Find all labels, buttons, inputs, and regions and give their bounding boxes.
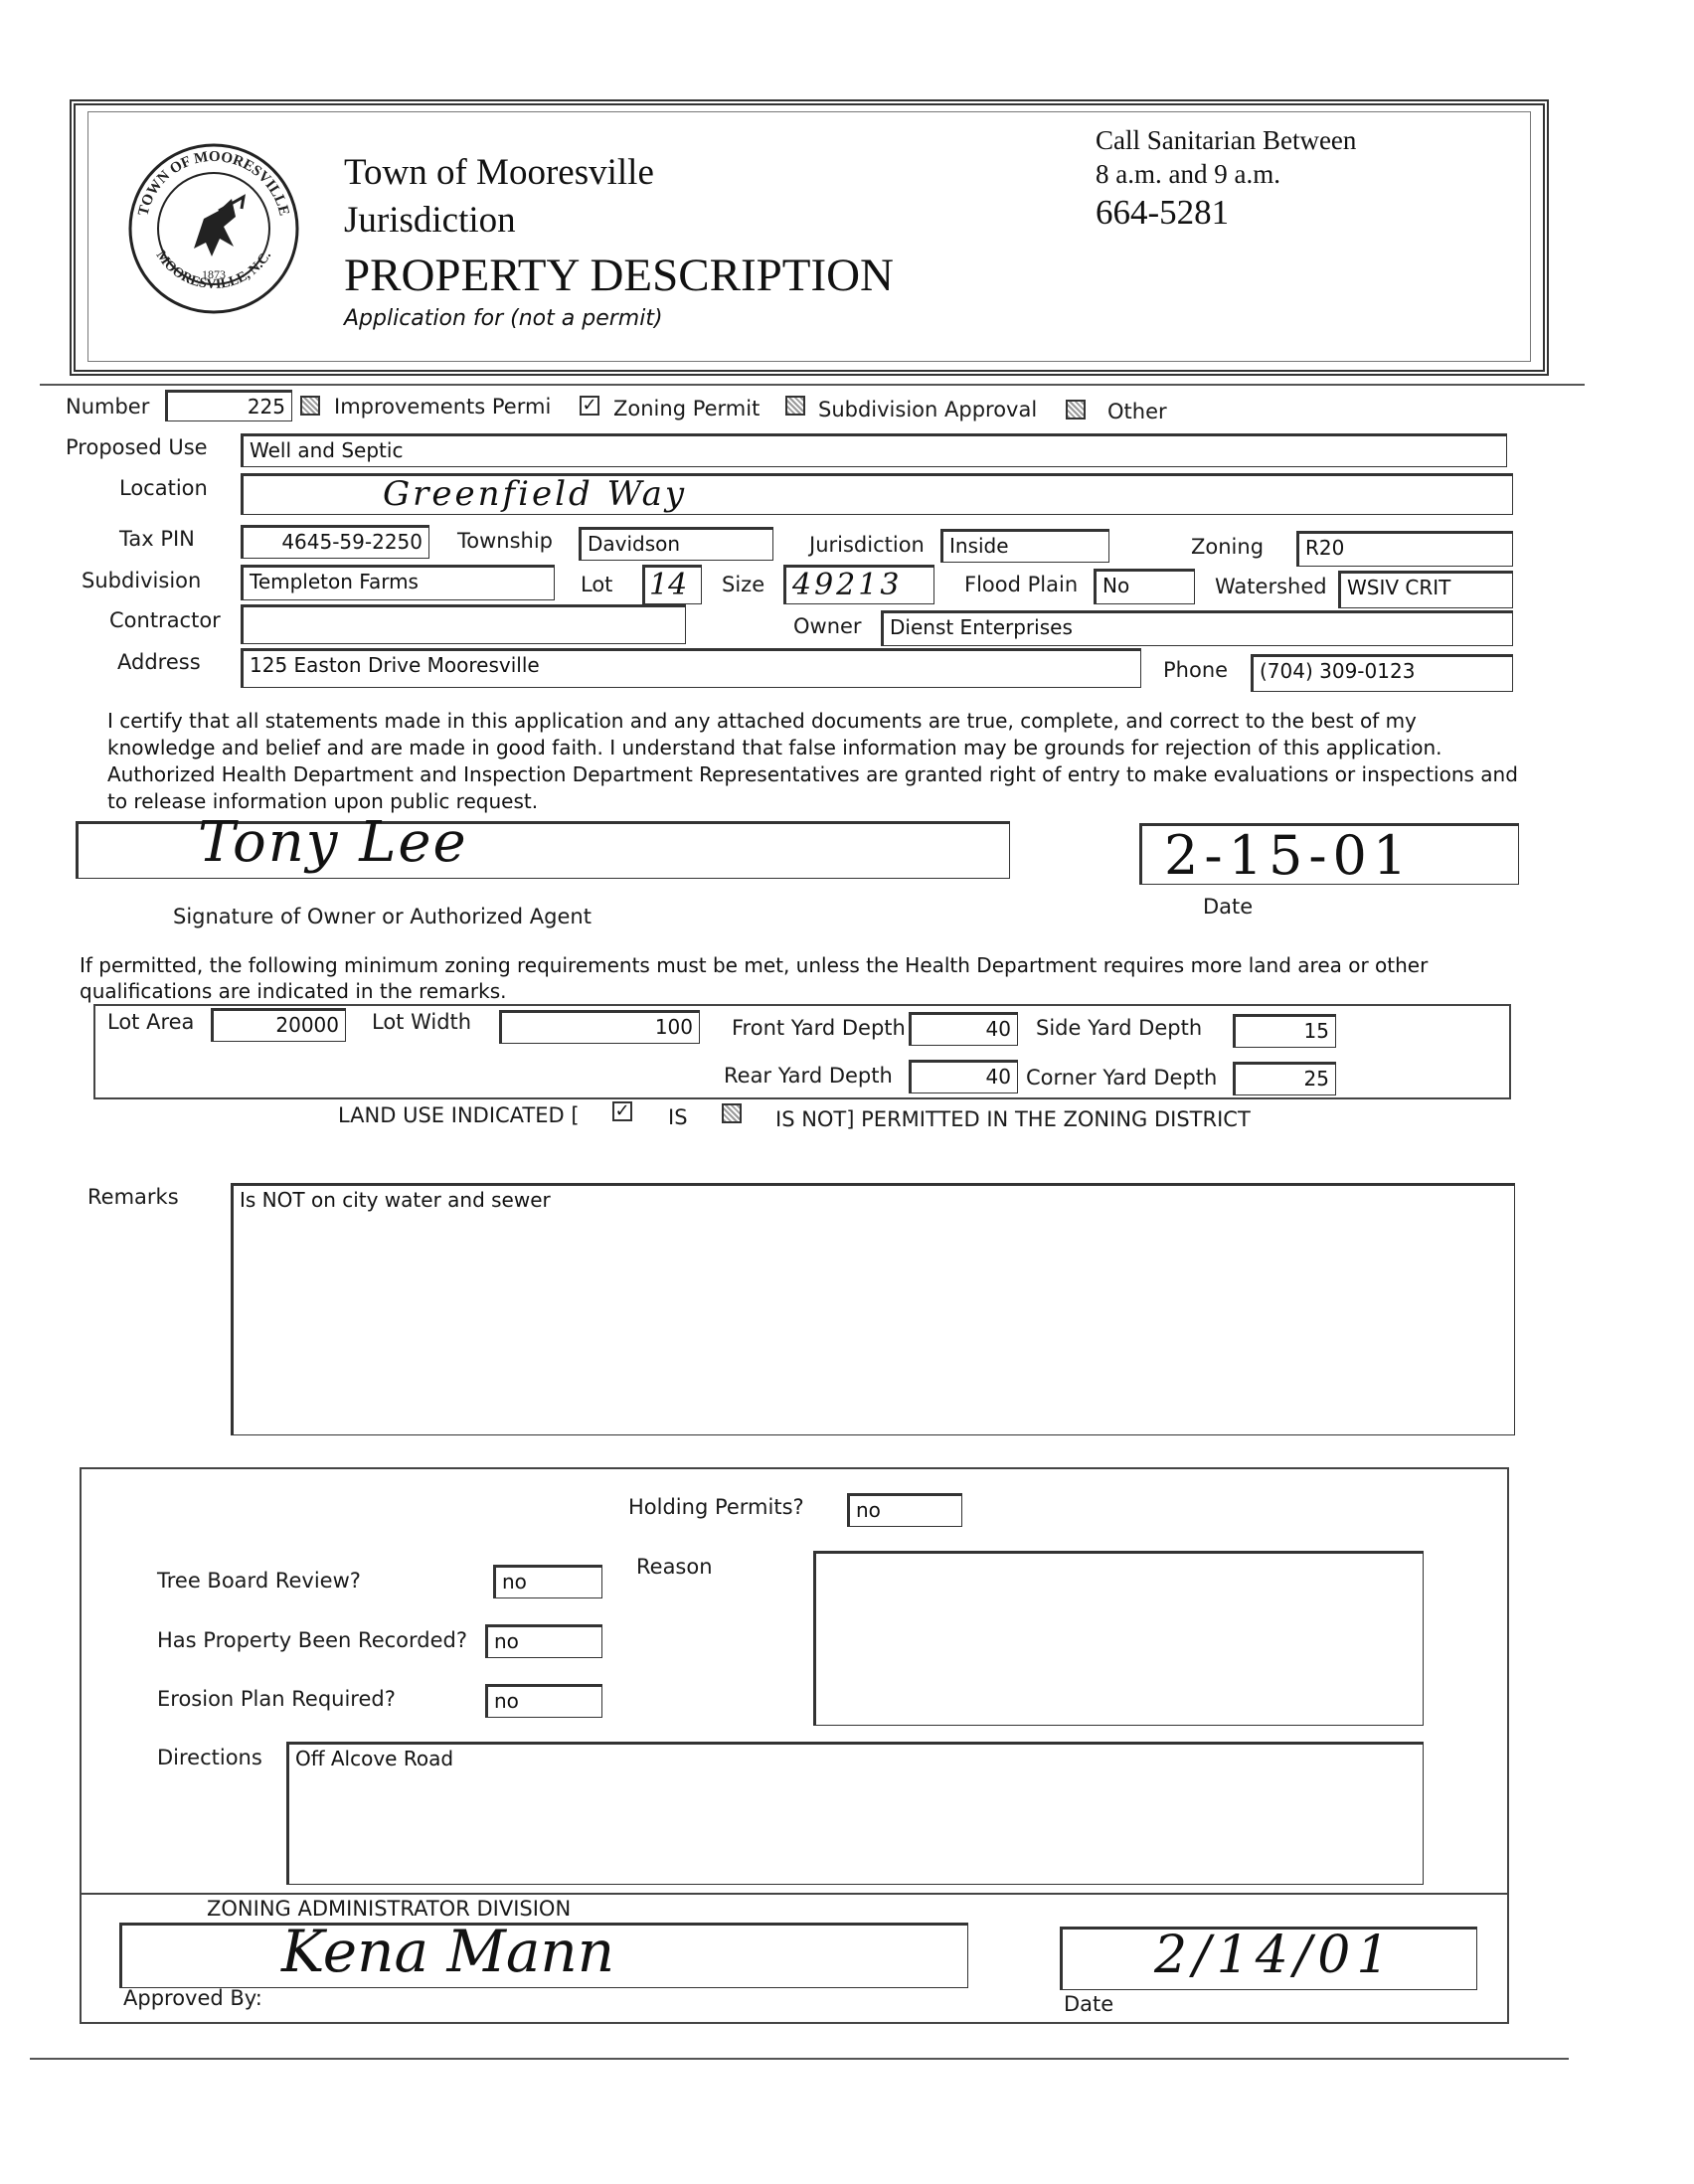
jurisdiction-field[interactable]: Inside [940,529,1109,563]
lot-value: 14 [649,568,688,602]
zoning-permit-label: Zoning Permit [613,397,761,420]
svg-text:1873: 1873 [202,267,226,281]
land-use-is-label: IS [668,1105,688,1129]
tree-board-label: Tree Board Review? [157,1569,361,1593]
land-use-prefix: LAND USE INDICATED [ [338,1103,580,1127]
lot-width-field[interactable]: 100 [499,1010,700,1044]
front-yard-label: Front Yard Depth [732,1016,906,1040]
lot-area-field[interactable]: 20000 [211,1008,346,1042]
property-recorded-field[interactable]: no [485,1624,602,1658]
signature-label: Signature of Owner or Authorized Agent [173,905,592,928]
reason-label: Reason [636,1555,713,1579]
improvements-permit-checkbox[interactable] [300,396,320,416]
phone-label: Phone [1163,658,1229,682]
subdivision-approval-label: Subdivision Approval [818,398,1038,421]
proposed-use-field[interactable]: Well and Septic [241,433,1507,467]
zoning-division-label: ZONING ADMINISTRATOR DIVISION [207,1897,572,1921]
header-divider [40,384,1585,386]
directions-field[interactable]: Off Alcove Road [286,1742,1424,1885]
size-label: Size [722,573,765,596]
land-use-is-not-checkbox[interactable] [722,1103,742,1123]
certification-date: 2-15-01 [1164,824,1414,887]
land-use-is-checkbox[interactable]: ✓ [612,1101,632,1121]
zoning-label: Zoning [1191,535,1265,559]
owner-label: Owner [793,614,862,638]
owner-signature: Tony Lee [198,810,468,875]
holding-permits-label: Holding Permits? [628,1495,804,1519]
lot-label: Lot [581,573,613,596]
size-value: 49213 [792,568,903,602]
erosion-plan-label: Erosion Plan Required? [157,1687,396,1711]
svg-text:MOORESVILLE, N.C.: MOORESVILLE, N.C. [152,248,275,293]
flood-plain-field[interactable]: No [1094,569,1195,604]
owner-field[interactable]: Dienst Enterprises [881,610,1513,646]
flood-plain-label: Flood Plain [964,573,1079,596]
page-subtitle: Application for (not a permit) [344,306,663,331]
remarks-label: Remarks [87,1185,179,1209]
subdivision-field[interactable]: Templeton Farms [241,565,555,600]
rear-yard-label: Rear Yard Depth [724,1064,893,1088]
remarks-field[interactable] [231,1183,1515,1435]
approver-signature-field[interactable] [119,1918,968,1988]
proposed-use-label: Proposed Use [66,435,208,459]
zoning-intro: If permitted, the following minimum zoning requirements must be met, unless the Health Department requires more land area or other qualifications are indicated in the remarks. [80,953,1429,1003]
number-field[interactable]: 225 [165,390,292,421]
directions-label: Directions [157,1746,262,1769]
other-checkbox[interactable] [1066,400,1086,420]
front-yard-field[interactable]: 40 [909,1012,1018,1046]
holding-permits-field[interactable]: no [847,1493,962,1527]
svg-text:TOWN OF MOORESVILLE: TOWN OF MOORESVILLE [135,148,292,218]
zoning-field[interactable]: R20 [1296,531,1513,567]
side-yard-label: Side Yard Depth [1036,1016,1203,1040]
subdivision-label: Subdivision [82,569,202,592]
lot-area-label: Lot Area [107,1010,195,1034]
sanitarian-phone: 664-5281 [1096,193,1230,232]
tree-board-field[interactable]: no [493,1565,602,1598]
number-label: Number [66,395,150,419]
certification-date-field[interactable] [1139,823,1519,885]
zoning-permit-checkbox[interactable]: ✓ [580,396,599,416]
certification-date-label: Date [1203,895,1254,919]
call-line-2: 8 a.m. and 9 a.m. [1096,159,1280,189]
location-label: Location [119,476,208,500]
signature-field[interactable] [76,810,1010,879]
tax-pin-label: Tax PIN [119,527,195,551]
certification-text: I certify that all statements made in this application and any attached documents are true, complete, and correct to the best of my knowledge and belief and are made in good faith. I understand that false information may be grounds for rejection of this application. Authorized Health Department and Inspection Department Representatives are granted right of entry to make evaluations or inspections and to release information upon public request. [107,709,1518,813]
page-title: PROPERTY DESCRIPTION [344,250,894,301]
location-field[interactable] [241,473,1513,515]
watershed-field[interactable]: WSIV CRIT [1338,571,1513,608]
corner-yard-field[interactable]: 25 [1233,1062,1336,1095]
township-field[interactable]: Davidson [579,527,773,561]
reason-field[interactable] [813,1551,1424,1726]
approver-signature: Kena Mann [281,1918,615,1985]
rear-yard-field[interactable]: 40 [909,1060,1018,1093]
side-yard-field[interactable]: 15 [1233,1014,1336,1048]
contractor-field[interactable] [241,604,686,644]
address-field[interactable]: 125 Easton Drive Mooresville [241,648,1141,688]
improvements-permit-label: Improvements Permi [334,395,552,419]
erosion-plan-field[interactable]: no [485,1684,602,1718]
phone-field[interactable]: (704) 309-0123 [1251,654,1513,692]
approval-date-label: Date [1064,1992,1114,2016]
address-label: Address [117,650,201,674]
subdivision-approval-checkbox[interactable] [785,396,805,416]
town-name: Town of Mooresville [344,152,654,193]
footer-divider [30,2058,1569,2060]
corner-yard-label: Corner Yard Depth [1026,1066,1218,1090]
approved-by-label: Approved By: [123,1986,262,2010]
lot-field[interactable] [642,565,702,604]
watershed-label: Watershed [1215,575,1327,598]
jurisdiction-heading: Jurisdiction [344,200,516,241]
land-use-is-not-label: IS NOT] PERMITTED IN THE ZONING DISTRICT [775,1107,1251,1131]
call-line-1: Call Sanitarian Between [1096,125,1357,155]
other-label: Other [1107,400,1167,423]
township-label: Township [457,529,554,553]
size-field[interactable] [783,565,934,604]
approval-date-field[interactable] [1060,1927,1477,1990]
location-value: Greenfield Way [383,474,688,514]
contractor-label: Contractor [109,608,221,632]
town-seal-icon [124,139,303,318]
jurisdiction-label: Jurisdiction [809,533,925,557]
tax-pin-field[interactable]: 4645-59-2250 [241,525,429,559]
property-recorded-label: Has Property Been Recorded? [157,1628,467,1652]
remarks-text: Is NOT on city water and sewer [240,1188,551,1212]
approval-date: 2/14/01 [1154,1926,1396,1985]
lot-width-label: Lot Width [372,1010,472,1034]
